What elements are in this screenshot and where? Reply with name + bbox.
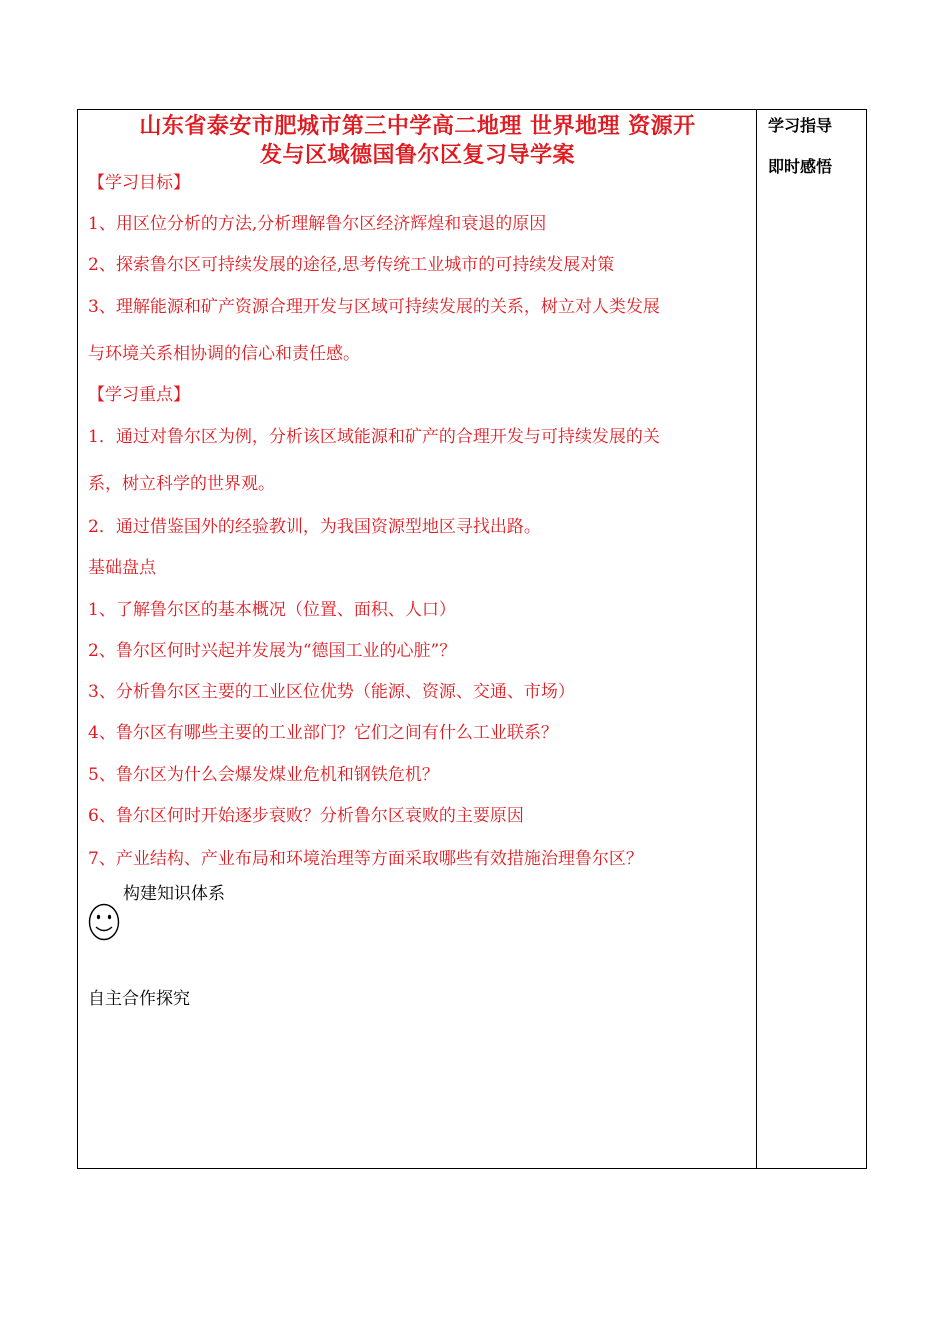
basics-heading: 基础盘点 [88,558,156,578]
key-points-heading: 【学习重点】 [88,385,190,405]
title-line-2: 发与区域德国鲁尔区复习导学案 [259,143,575,168]
basics-item: 5、鲁尔区为什么会爆发煤业危机和钢铁危机？ [88,765,439,785]
knowledge-system-heading: 构建知识体系 [123,884,225,904]
objective-item: 1、用区位分析的方法,分析理解鲁尔区经济辉煌和衰退的原因 [88,214,547,234]
key-point-item: 2．通过借鉴国外的经验教训，为我国资源型地区寻找出路。 [88,517,541,537]
main-content-cell [78,110,757,1168]
basics-item: 3、分析鲁尔区主要的工业区位优势（能源、资源、交通、市场） [88,682,575,702]
objective-item: 2、探索鲁尔区可持续发展的途径,思考传统工业城市的可持续发展对策 [88,255,615,275]
basics-item: 1、了解鲁尔区的基本概况（位置、面积、人口） [88,600,456,620]
guide-column [757,110,866,1168]
key-point-item: 1．通过对鲁尔区为例，分析该区域能源和矿产的合理开发与可持续发展的关 [88,427,660,447]
basics-item: 2、鲁尔区何时兴起并发展为“德国工业的心脏”？ [88,641,457,661]
worksheet-table [77,109,867,1169]
basics-item: 7、产业结构、产业布局和环境治理等方面采取哪些有效措施治理鲁尔区？ [88,849,643,869]
objectives-heading: 【学习目标】 [88,173,190,193]
instant-reflection-label: 即时感悟 [768,157,833,176]
page-title [78,112,757,170]
smiley-face-icon [88,903,120,941]
cooperation-heading: 自主合作探究 [88,989,190,1009]
objective-item: 与环境关系相协调的信心和责任感。 [88,344,360,364]
study-guide-label: 学习指导 [768,116,833,135]
basics-item: 6、鲁尔区何时开始逐步衰败？分析鲁尔区衰败的主要原因 [88,806,524,826]
basics-item: 4、鲁尔区有哪些主要的工业部门？它们之间有什么工业联系？ [88,723,558,743]
objective-item: 3、理解能源和矿产资源合理开发与区域可持续发展的关系，树立对人类发展 [88,297,660,317]
key-point-item: 系，树立科学的世界观。 [88,474,275,494]
title-line-1: 山东省泰安市肥城市第三中学高二地理 世界地理 资源开 [139,114,696,139]
